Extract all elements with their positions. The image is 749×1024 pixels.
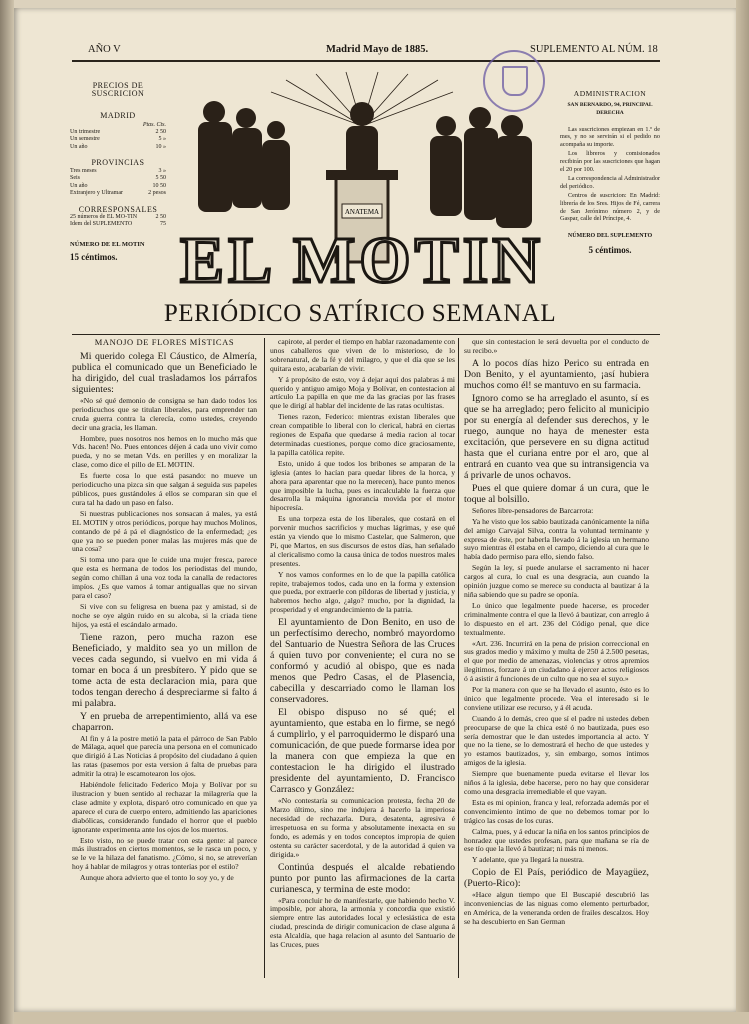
column-divider-1	[264, 338, 265, 978]
article-heading: MANOJO DE FLORES MÍSTICAS	[94, 338, 235, 347]
price-row-label: Un año	[70, 182, 88, 189]
price-row-value: 2 50	[155, 213, 166, 220]
paragraph: «No contestaría su comunicacion protesta, fecha 20 de Marzo último, sino me indujera á hacerlo la imperiosa necesidad de rechazarla. Dura, desatenta, agresiva é irrespetuosa en su forma y absolutamente inexacta en su fondo, es además y en todos conceptos impropia de quien ostenta su carácter sacerdotal, y de la autoridad á quien va dirigida.»	[270, 796, 455, 859]
supplement-price: 5 céntimos.	[588, 244, 632, 255]
price-row	[70, 214, 166, 222]
paragraph: Si vive con su feligresa en buena paz y amistad, si de noche se oye algún ruido en su alcoba, si la criada tiene hijos, ya está el escándalo armado.	[72, 601, 257, 629]
paragraph: Siempre que buenamente pueda evitarse el llevar los niños á la iglesia, debe hacerse, pero no hay que considerar como una desgracia irremediable el que vayan.	[464, 769, 649, 796]
corresponsales-heading: CORRESPONSALES	[78, 204, 158, 214]
column-2-text	[270, 338, 455, 950]
el-motin-masthead	[176, 70, 548, 292]
price-row-value: 75	[160, 221, 166, 228]
paragraph: Por la manera con que se ha llevado el asunto, ésto es lo único que legalmente procede. Vea el interesado si le conviene utilizar ese recurso, y á él acuda.	[464, 685, 649, 712]
subscription-prices	[70, 82, 166, 261]
paragraph: Esto visto, no se puede tratar con esta gente: al parece más ilustrados en ciertos momentos, se le rasca un poco, y se le ve la hilaza del fanatismo. ¿Cómo, si no, se atreverían hoy á hablar de milagros y otras tonterías por el estilo?	[72, 835, 257, 872]
paragraph: Al fin y á la postre metió la pata el párroco de San Pablo de Málaga, aquel que parecía una persona en el comunicado que dirigió á Las Noticias á propósito del ciudadano á quien las ratas (pasemos por esta version á falta de pruebas para admitir la otra) le escamotearon los ojos.	[72, 733, 257, 779]
price-row-label: Tres meses	[70, 167, 97, 174]
price-row-label: Un trimestre	[70, 128, 101, 135]
currency-label: Ptas. Cts.	[142, 121, 166, 128]
madrid-price-list	[70, 129, 166, 152]
paragraph: capirote, al perder el tiempo en hablar razonadamente con unos caballeros que viven de lo misterioso, de lo sobrenatural, de la fé y del milagro, y que el día que se les quitara esto, acabarían de vivir.	[270, 338, 455, 373]
masthead-logo: EL MOTIN	[180, 224, 544, 292]
price-row-value: 3 »	[158, 167, 166, 174]
price-row	[70, 221, 166, 229]
provincias-price-list	[70, 168, 166, 198]
admin-note: Centros de suscricion: En Madrid: librería de los Sres. Hijos de Fé, carrera de San Jerónimo número 2, y de Gaspar, calle del Príncipe, 4.	[560, 192, 660, 223]
price-row-label: Un semestre	[70, 136, 100, 143]
price-row	[70, 144, 166, 152]
paragraph: Esto, unido á que todos los bribones se amparan de la iglesia (antes lo hacían para quedar libres de la horca, y ahora para aparentar que no la merecen), hace punto menos que imposible la lucha, pues es incalculable la fuerza que desarrolla la máquina ignorancia movida por el motor hipocresía.	[270, 458, 455, 513]
paragraph: Habiéndole felicitado Federico Moja y Bolívar por su ilustracion y buen sentido al rechazar la milagrería que la clase admite y explota, disparó otro comunicado en que ya aparece el cura de cuerpo entero, admitiendo las apariciones diabólicas, considerando fundado el horror que el pueblo ignorante experimenta ante los ojos de los muertos.	[72, 780, 257, 834]
page-edge-right	[736, 0, 749, 1024]
paragraph: Si nuestras publicaciones nos sonsacan á males, ya está EL MOTIN y otros periódicos, porque hay muchos Molinos, contando de pé á pá el diagnóstico de la enfermedad; ¿es que ya no se pueden poner malas las mujeres más que de una cosa?	[72, 508, 257, 554]
paragraph: El obispo dispuso no sé qué; el ayuntamiento, que estaba en lo firme, se negó á cumplirlo, y el parroquidermo le disparó una comunicación, de que puede formarse idea por la manera con que empieza la que en contestacion le ha dirigido el ilustrado presidente del ayuntamiento, D. Francisco Carrasco y González:	[270, 707, 455, 796]
header-rule	[72, 60, 660, 62]
issue-number-label: NÚMERO DE EL MOTIN	[70, 240, 145, 248]
paragraph: Señores libre-pensadores de Barcarrota:	[472, 505, 594, 515]
price-row	[70, 136, 166, 144]
admin-note: Las suscriciones empiezan en 1.º de mes, y no se servirán si el pedido no acompaña su importe.	[560, 125, 660, 148]
supplement-label: SUPLEMENTO AL NÚM. 18	[530, 44, 658, 55]
paragraph: Y nos vamos conformes en lo de que la papilla católica repite, trabajemos todos, cada uno en la forma y extension que pueda, por extraerle con píldoras de libertad y justicia, y habremos hecho algo, ¿algo? mucho, por la dignidad, la prosperidad y el engrandecimiento de la patria.	[270, 569, 455, 615]
column-3-text	[464, 338, 649, 927]
paragraph: Según la ley, sí puede anularse el sacramento ni hacer cargos al cura, lo cual es una desgracia, aun cuando la opinión juzgue como se merece su conducta al bautizar á la niña sabiendo que su padre se oponía.	[464, 563, 649, 599]
admin-address: SAN BERNARDO, 94, PRINCIPAL DERECHA	[567, 102, 653, 117]
paragraph: Si toma uno para que le cuide una mujer fresca, parece que esta es hermana de todos los periodistas del mundo, según como chillan á una voz toda la canalla de redactores impíos. ¿Es que vamos á tomar antiguallas que no sirvan para el caso?	[72, 555, 257, 600]
paragraph: Ya he visto que los sabio bautizada canónicamente la niña del amigo Carvajal Silva, contra la voluntad terminante y expresa de éste, por haberla llevado á la iglesia un hermano suyo mientras él estaba en el campo, diciendo al cura que le había dado permiso para ello, siendo falso.	[464, 516, 649, 562]
prices-title: PRECIOS DE SUSCRICION	[91, 81, 145, 99]
price-row-label: 25 números de EL MO-TIN	[70, 213, 138, 220]
title-rule	[72, 334, 660, 335]
price-row	[70, 183, 166, 191]
paragraph: Y á propósito de esto, voy á dejar aquí dos palabras á mi querido y antiguo amigo Moja y Bolívar, en contestacion al artículo La papilla en que me da las gracias por las frases que le dirigí al hablar del incidente de las ratas ocultistas.	[270, 374, 455, 411]
price-row	[70, 175, 166, 183]
paragraph: Copio de El País, periódico de Mayagüez, (Puerto-Rico):	[464, 867, 649, 890]
paragraph: Aunque ahora advierto que el tonto lo soy yo, y de	[80, 873, 234, 883]
paragraph: Pues el que quiere domar á un cura, que le toque al bolsillo.	[464, 482, 649, 505]
paragraph: Y en prueba de arrepentimiento, allá va ese chaparron.	[72, 710, 257, 733]
paragraph: El ayuntamiento de Don Benito, en uso de un perfectísimo derecho, nombró mayordomo del Santuario de Nuestra Señora de las Cruces á quien tuvo por conveniente; el cura no se conformó y acudió al obispo, que es nada menos que Pedro Casas, el de Plasencia, cabecilla y descarriado como le llaman los conservadores.	[270, 617, 455, 706]
supplement-number-label: NÚMERO DEL SUPLEMENTO	[567, 232, 653, 239]
price-row-label: Seis	[70, 175, 81, 182]
issue-price: 15 céntimos.	[70, 251, 118, 262]
column-3	[464, 338, 649, 978]
paragraph: Continúa después el alcalde rebatiendo punto por punto las afirmaciones de la carta curianesca, y termina de este modo:	[270, 861, 455, 895]
paragraph: Esta es mi opinion, franca y leal, reforzada además por el convencimiento íntimo de que no debemos tomar por lo trágico las cosas de los curas.	[464, 797, 649, 825]
price-row	[70, 190, 166, 198]
price-row	[70, 129, 166, 137]
administration-box	[560, 90, 660, 254]
column-1-text	[72, 351, 257, 883]
paragraph: Y adelante, que ya llegará la nuestra.	[472, 855, 584, 865]
admin-notes	[560, 126, 660, 223]
column-divider-2	[458, 338, 459, 978]
paragraph: Tienes razon, Federico: mientras existan liberales que crean compatible lo liberal con lo clerical, habrá en ciertas regiones de España que quedarse á media racion al tocar determinadas cuestiones, porque como dice graciosamente, la papilla católica repite.	[270, 412, 455, 457]
price-row-value: 10 50	[152, 182, 166, 189]
paragraph: que sin contestacion le será devuelta por el conducto de su recibo.»	[464, 338, 649, 355]
price-row-label: Idem del SUPLEMENTO	[70, 221, 133, 228]
paragraph: «Para concluir he de manifestarle, que habiendo hecho V. imposible, por ahora, la armonía y concordia que existió siempre entre las autoridades local y eclesiástica de esta ciudad, prescinda de dirigir comunicacion de clase alguna á esta Alcaldía, que haga relacion al asunto del Santuario de las Cruces, pues	[270, 895, 455, 950]
page-edge-bottom	[14, 1012, 749, 1024]
paragraph: Calma, pues, y á educar la niña en los santos principios de honradez que ustedes profesan, para que mañana se ría de ese tío que la llevó á bautizar; ni más ni menos.	[464, 826, 649, 854]
price-row-value: 2 50	[155, 128, 166, 135]
price-row-label: Extranjero y Ultramar	[70, 190, 123, 197]
price-row	[70, 168, 166, 176]
paragraph: Es una torpeza esta de los liberales, que costará en el porvenir muchos sacrificios y muchas lágrimas, y ese qué están ya viendo que lo mismo Castelar, que Salmeron, que Pí, que Martos, en sus discursos de estos días, han señalado al clericalismo como la causa única de todos nuestros males presentes.	[270, 514, 455, 568]
paragraph: Cuando á lo demás, creo que sí el padre ni ustedes deben preocuparse de que la chica esté ó no bautizada, pues eso sería demostrar que le dan ustedes importancia al acto. Y que no la tiene, se lo demostrará el hecho de que ustedes y yo estamos bautizados, y, sin embargo, somos íntimos amigos de la iglesia.	[464, 713, 649, 768]
paragraph: Lo único que legalmente puede hacerse, es proceder criminalmente contra el que la llevó á bautizar, con arreglo á lo dispuesto en el art. 236 del Código penal, que dice textualmente.	[464, 600, 649, 637]
paragraph: «No sé qué demonio de consigna se han dado todos los periodicuchos que se titulan liberales, para emprender tan cruda guerra contra la clerecía, como ustedes, creyendo decir una gracia, les llaman.	[72, 395, 257, 432]
price-row-label: Un año	[70, 143, 88, 150]
pillar-label: ANATEMA	[344, 208, 380, 216]
book-spine	[0, 0, 14, 1024]
admin-note: La correspondencia al Administrador del periódico.	[560, 175, 660, 190]
admin-note: Los libreros y comisionados recibirán por las suscriciones que hagan el 20 por 100.	[560, 150, 660, 173]
column-2	[270, 338, 455, 978]
price-row-value: 2 pesos	[148, 190, 166, 197]
date-label: Madrid Mayo de 1885.	[326, 44, 429, 55]
paragraph: A lo pocos días hizo Perico su entrada en Don Benito, y el ayuntamiento, ¡así hubiera muchos como él! se mantuvo en su farmacia.	[464, 357, 649, 391]
provincias-heading: PROVINCIAS	[91, 158, 145, 168]
price-row-value: 5 »	[158, 136, 166, 143]
publication-title: PERIÓDICO SATÍRICO SEMANAL	[163, 300, 557, 327]
paragraph: «Art. 236. Incurrirá en la pena de prision correccional en sus grados medio y máximo y multa de 250 á 2.500 pesetas, el que por medio de amenazas, violencias y otros apremios ilegítimos, forzare á un ciudadano á ejercer actos religiosos ó á asistir á funciones de un culto que no sea el suyo.»	[464, 638, 649, 684]
paragraph: Hombre, pues nosotros nos hemos en lo mucho más que Vds. hacen! No. Pues entonces déjen á cada uno vivir como pueda, y no se metan Vds. en perilles y en moralizar la clase, como dice el pillo de EL MOTIN.	[72, 433, 257, 470]
paragraph: «Hace algun tiempo que El Buscapié descubrió las inconveniencias de las niguas como elemento perturbador, en América, de la veneranda orden de frailes descalzos. Hoy se ha descubierto en San German	[464, 890, 649, 926]
paragraph: Tiene razon, pero mucha razon ese Beneficiado, y maldito sea yo un millon de veces cada segundo, si vuelvo en mi vida á tomar en boca á un presbítero. Y pido que se tome acta de esta declaracion mia, para que todos tengan derecho á despreciarme si falto á mi palabra.	[72, 631, 257, 709]
paragraph: Es fuerte cosa lo que está pasando: no mueve un periodicucho una pizca sin que salgan á seguida sus papeles públicos, pues gustándoles á ellos se comparan sin que el cura tal ha dado un paso en falso.	[72, 471, 257, 507]
corresponsales-price-list	[70, 214, 166, 229]
year-label: AÑO V	[88, 44, 121, 55]
price-row-value: 10 »	[155, 143, 166, 150]
admin-title: ADMINISTRACION	[573, 89, 647, 98]
paragraph: Mi querido colega El Cáustico, de Almería, publica el comunicado que un Beneficiado le ha dirigido, del cual trasladamos los párrafos siguientes:	[72, 350, 257, 395]
madrid-heading: MADRID	[100, 111, 136, 121]
column-1	[72, 338, 257, 978]
paragraph: Ignoro como se ha arreglado el asunto, sí es que se ha arreglado; pero felicito al municipio por su energía al defender sus derechos, y le ruego, aunque no haya de menester esta excitación, que persevere en su digna actitud hasta que el curiana entre por el aro, que al entrará en cuanto vea que su intransigencia va á privarle de unos ochavos.	[464, 392, 649, 481]
price-row-value: 5 50	[155, 175, 166, 182]
